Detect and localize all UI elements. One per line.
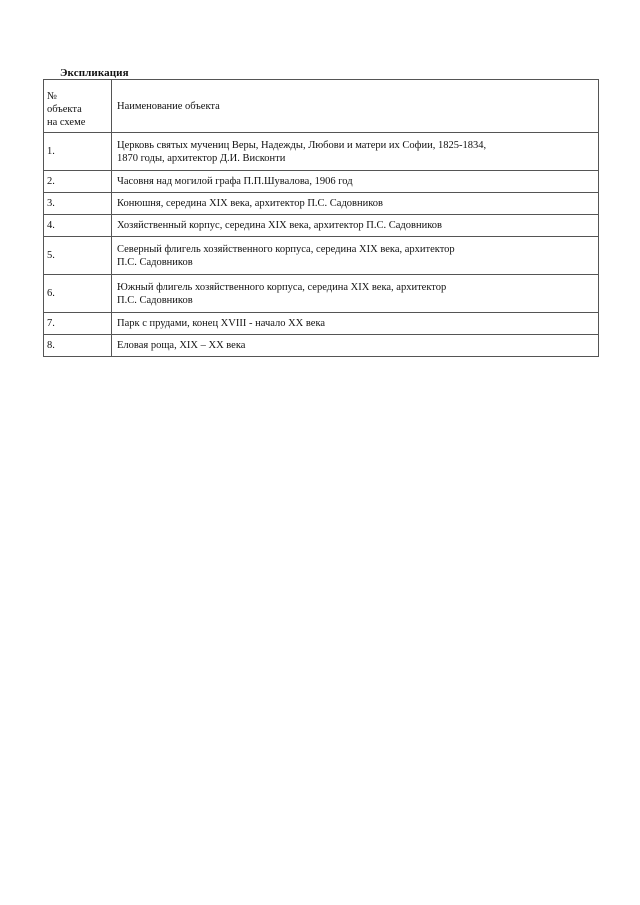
row-number: 4. bbox=[47, 220, 55, 231]
table-row bbox=[44, 133, 599, 171]
explication-table bbox=[43, 79, 599, 357]
row-name-cell bbox=[112, 193, 599, 215]
row-number-cell bbox=[44, 133, 112, 171]
table-row bbox=[44, 171, 599, 193]
row-number: 5. bbox=[47, 250, 55, 261]
row-name-line: 1870 годы, архитектор Д.И. Висконти bbox=[117, 152, 286, 164]
header-number-label: № объекта на схеме bbox=[47, 91, 86, 128]
row-name-cell bbox=[112, 313, 599, 335]
explication-heading: Экспликация bbox=[60, 67, 129, 79]
row-name-line: П.С. Садовников bbox=[117, 294, 193, 306]
row-name-cell bbox=[112, 335, 599, 357]
row-name-line: Парк с прудами, конец XVIII - начало XX века bbox=[117, 318, 326, 329]
row-name-line: Южный флигель хозяйственного корпуса, середина XIX века, архитектор bbox=[117, 281, 447, 293]
table-row bbox=[44, 193, 599, 215]
row-number: 7. bbox=[47, 318, 55, 329]
row-number: 1. bbox=[47, 146, 55, 157]
table-header-row bbox=[44, 80, 599, 133]
row-number-cell bbox=[44, 237, 112, 275]
row-number-cell bbox=[44, 215, 112, 237]
row-name-cell bbox=[112, 275, 599, 313]
table-row bbox=[44, 335, 599, 357]
row-name-line: Часовня над могилой графа П.П.Шувалова, 1906 год bbox=[117, 176, 353, 187]
row-number-cell bbox=[44, 313, 112, 335]
row-name-line: Еловая роща, XIX – XX века bbox=[117, 340, 246, 351]
row-number-cell bbox=[44, 335, 112, 357]
table-row bbox=[44, 237, 599, 275]
row-name-line: Конюшня, середина XIX века, архитектор П.С. Садовников bbox=[117, 198, 384, 209]
row-name-line: П.С. Садовников bbox=[117, 256, 193, 268]
row-number-cell bbox=[44, 275, 112, 313]
row-number: 3. bbox=[47, 198, 55, 209]
header-name-cell bbox=[112, 80, 599, 133]
row-name-cell bbox=[112, 237, 599, 275]
row-name-line: Северный флигель хозяйственного корпуса, середина XIX века, архитектор bbox=[117, 243, 455, 255]
row-name-cell bbox=[112, 133, 599, 171]
row-number: 6. bbox=[47, 288, 55, 299]
row-name-line: Хозяйственный корпус, середина XIX века, архитектор П.С. Садовников bbox=[117, 220, 442, 231]
row-number: 2. bbox=[47, 176, 55, 187]
row-name-cell bbox=[112, 215, 599, 237]
table-row bbox=[44, 215, 599, 237]
row-number-cell bbox=[44, 171, 112, 193]
header-name-label: Наименование объекта bbox=[117, 100, 220, 112]
table-row bbox=[44, 313, 599, 335]
table-row bbox=[44, 275, 599, 313]
row-name-line: Церковь святых мучениц Веры, Надежды, Любови и матери их Софии, 1825-1834, bbox=[117, 139, 487, 151]
row-name-cell bbox=[112, 171, 599, 193]
row-number: 8. bbox=[47, 340, 55, 351]
header-number-cell bbox=[44, 80, 112, 133]
row-number-cell bbox=[44, 193, 112, 215]
